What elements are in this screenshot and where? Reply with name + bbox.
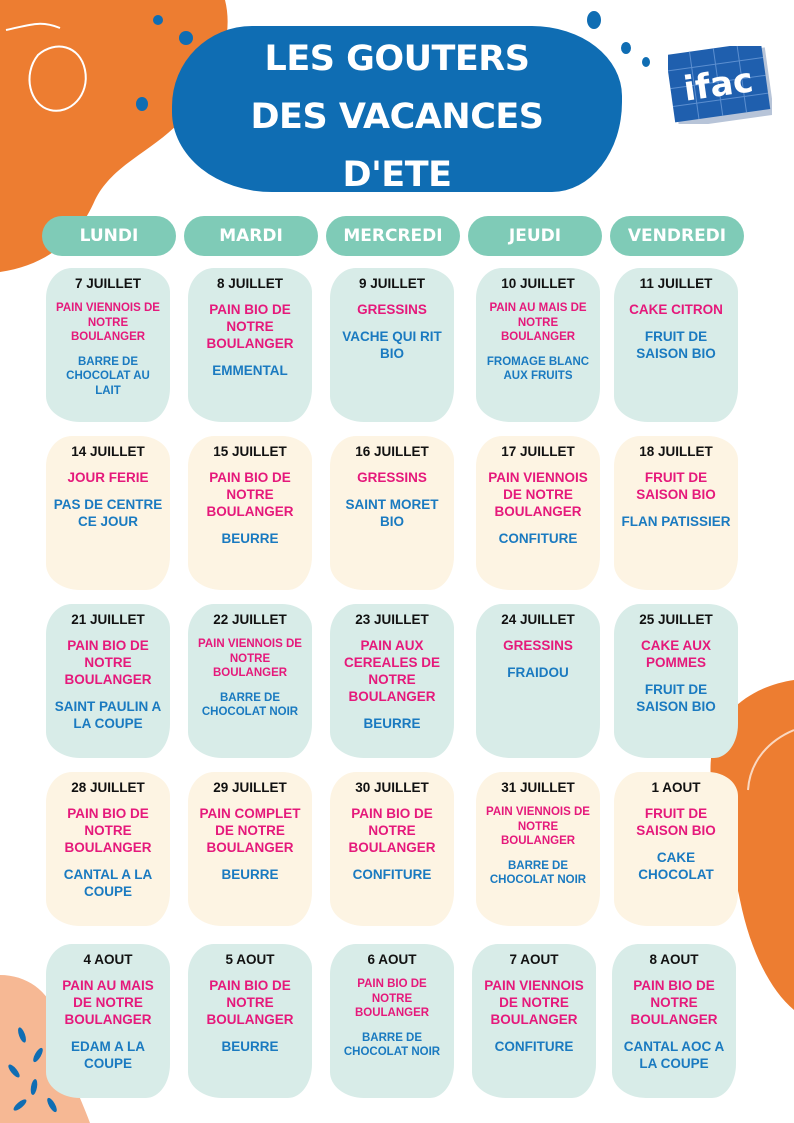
card-date: 7 AOUT	[509, 952, 559, 967]
card-item-bread: GRESSINS	[503, 638, 573, 653]
day-header-vendredi: VENDREDI	[610, 216, 744, 256]
day-header-jeudi: JEUDI	[468, 216, 602, 256]
menu-card	[188, 436, 312, 590]
card-date: 15 JUILLET	[213, 444, 287, 459]
card-date: 5 AOUT	[225, 952, 275, 967]
card-item-bread: CAKE CITRON	[629, 302, 723, 317]
card-item-side: BARRE DE CHOCOLAT NOIR	[201, 691, 299, 718]
title-line-1: LES GOUTERS	[264, 39, 530, 79]
card-item-bread: PAIN VIENNOIS DE NOTRE BOULANGER	[488, 470, 588, 519]
card-item-side: BARRE DE CHOCOLAT NOIR	[489, 859, 587, 886]
card-item-bread: FRUIT DE SAISON BIO	[636, 470, 716, 502]
card-item-bread: PAIN VIENNOIS DE NOTRE BOULANGER	[198, 638, 302, 679]
card-item-side: CANTAL AOC A LA COUPE	[623, 1039, 725, 1071]
card-item-bread: PAIN AU MAIS DE NOTRE BOULANGER	[62, 978, 154, 1027]
day-header-lundi: LUNDI	[42, 216, 176, 256]
card-date: 28 JUILLET	[71, 780, 145, 795]
card-item-side: BEURRE	[221, 531, 279, 546]
card-item-bread: GRESSINS	[357, 302, 427, 317]
title-line-2: DES VACANCES	[250, 97, 544, 137]
menu-card	[476, 604, 600, 758]
card-date: 22 JUILLET	[213, 612, 287, 627]
menu-card	[476, 268, 600, 422]
menu-card	[472, 944, 596, 1098]
card-item-bread: CAKE AUX POMMES	[640, 638, 711, 670]
card-item-bread: PAIN COMPLET DE NOTRE BOULANGER	[199, 806, 301, 855]
card-item-side: BEURRE	[363, 716, 421, 731]
card-item-bread: PAIN VIENNOIS DE NOTRE BOULANGER	[484, 978, 584, 1027]
card-date: 9 JUILLET	[358, 276, 425, 291]
card-item-side: FLAN PATISSIER	[621, 514, 731, 529]
card-item-side: FRUIT DE SAISON BIO	[636, 682, 716, 714]
card-date: 10 JUILLET	[501, 276, 575, 291]
card-date: 17 JUILLET	[501, 444, 575, 459]
card-item-bread: GRESSINS	[357, 470, 427, 485]
card-item-bread: JOUR FERIE	[67, 470, 149, 485]
card-date: 24 JUILLET	[501, 612, 575, 627]
menu-card	[46, 436, 170, 590]
menu-card	[46, 944, 170, 1098]
card-item-bread: PAIN VIENNOIS DE NOTRE BOULANGER	[56, 302, 160, 343]
card-item-side: FROMAGE BLANC AUX FRUITS	[486, 355, 590, 382]
menu-card	[46, 772, 170, 926]
card-date: 6 AOUT	[367, 952, 417, 967]
card-date: 4 AOUT	[83, 952, 133, 967]
menu-card	[476, 772, 600, 926]
menu-card	[46, 268, 170, 422]
card-item-bread: PAIN BIO DE NOTRE BOULANGER	[206, 978, 294, 1027]
menu-card	[188, 944, 312, 1098]
menu-card	[612, 944, 736, 1098]
card-item-bread: PAIN BIO DE NOTRE BOULANGER	[348, 806, 436, 855]
card-item-bread: PAIN BIO DE NOTRE BOULANGER	[354, 978, 430, 1019]
menu-card	[330, 268, 454, 422]
card-date: 23 JUILLET	[355, 612, 429, 627]
menu-card	[476, 436, 600, 590]
card-date: 14 JUILLET	[71, 444, 145, 459]
card-item-side: BARRE DE CHOCOLAT NOIR	[343, 1031, 441, 1058]
card-date: 21 JUILLET	[71, 612, 145, 627]
card-date: 31 JUILLET	[501, 780, 575, 795]
menu-card	[330, 436, 454, 590]
card-date: 8 AOUT	[649, 952, 699, 967]
card-item-side: CONFITURE	[498, 531, 578, 546]
card-item-bread: PAIN BIO DE NOTRE BOULANGER	[206, 302, 294, 351]
day-header-mardi: MARDI	[184, 216, 318, 256]
card-date: 25 JUILLET	[639, 612, 713, 627]
menu-card	[330, 772, 454, 926]
card-item-side: VACHE QUI RIT BIO	[342, 329, 442, 361]
card-item-side: EDAM A LA COUPE	[71, 1039, 145, 1071]
card-item-bread: PAIN BIO DE NOTRE BOULANGER	[206, 470, 294, 519]
card-item-side: SAINT MORET BIO	[345, 497, 439, 529]
menu-card	[330, 604, 454, 758]
card-item-side: BEURRE	[221, 1039, 279, 1054]
menu-card	[614, 772, 738, 926]
card-item-side: CANTAL A LA COUPE	[63, 867, 153, 899]
card-date: 18 JUILLET	[639, 444, 713, 459]
card-item-side: PAS DE CENTRE CE JOUR	[53, 497, 163, 529]
menu-card	[188, 268, 312, 422]
menu-card	[188, 604, 312, 758]
card-item-bread: PAIN VIENNOIS DE NOTRE BOULANGER	[486, 806, 590, 847]
card-item-bread: PAIN AU MAIS DE NOTRE BOULANGER	[489, 302, 587, 343]
card-date: 16 JUILLET	[355, 444, 429, 459]
menu-card	[614, 436, 738, 590]
card-date: 30 JUILLET	[355, 780, 429, 795]
menu-card	[188, 772, 312, 926]
menu-card	[46, 604, 170, 758]
card-item-bread: PAIN AUX CEREALES DE NOTRE BOULANGER	[343, 638, 441, 704]
card-item-side: BARRE DE CHOCOLAT AU LAIT	[66, 355, 150, 397]
card-item-side: CAKE CHOCOLAT	[638, 850, 714, 882]
card-date: 29 JUILLET	[213, 780, 287, 795]
menu-card	[614, 268, 738, 422]
menu-card	[614, 604, 738, 758]
card-item-bread: FRUIT DE SAISON BIO	[636, 806, 716, 838]
card-item-side: BEURRE	[221, 867, 279, 882]
card-item-side: FRUIT DE SAISON BIO	[636, 329, 716, 361]
card-item-side: CONFITURE	[352, 867, 432, 882]
card-item-side: SAINT PAULIN A LA COUPE	[54, 699, 162, 731]
card-item-bread: PAIN BIO DE NOTRE BOULANGER	[630, 978, 718, 1027]
logo-text: ifac	[681, 60, 756, 110]
menu-card	[330, 944, 454, 1098]
card-date: 8 JUILLET	[216, 276, 283, 291]
card-date: 7 JUILLET	[74, 276, 141, 291]
title-line-3: D'ETE	[342, 155, 452, 195]
card-item-side: EMMENTAL	[212, 363, 288, 378]
card-item-side: CONFITURE	[494, 1039, 574, 1054]
card-item-side: FRAIDOU	[507, 665, 569, 680]
day-header-mercredi: MERCREDI	[326, 216, 460, 256]
card-item-bread: PAIN BIO DE NOTRE BOULANGER	[64, 806, 152, 855]
card-date: 1 AOUT	[651, 780, 701, 795]
card-item-bread: PAIN BIO DE NOTRE BOULANGER	[64, 638, 152, 687]
card-date: 11 JUILLET	[639, 276, 713, 291]
